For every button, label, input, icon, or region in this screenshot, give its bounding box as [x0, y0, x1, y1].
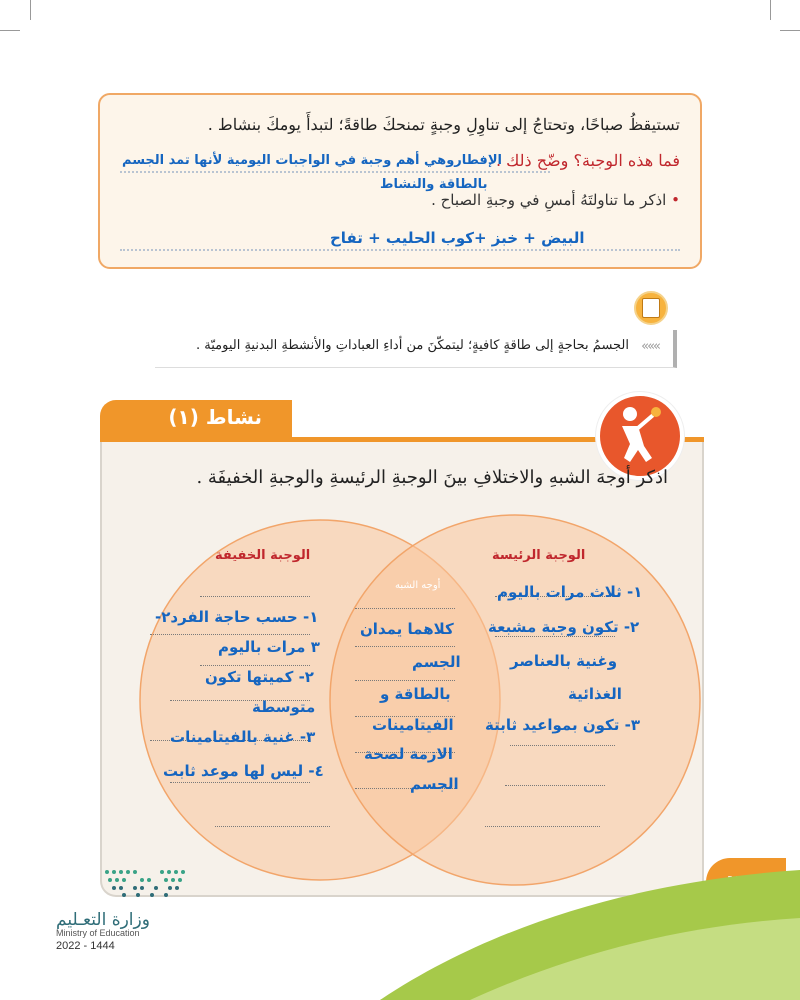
- intro-question: فما هذه الوجبة؟ وضّح ذلك .: [495, 151, 680, 170]
- venn-left-item: ٣- غنية بالفيتامينات: [170, 728, 316, 746]
- venn-right-item: وغنية بالعناصر: [510, 652, 618, 670]
- ministry-logo-icon: [102, 866, 192, 900]
- venn-left-title: الوجبة الخفيفة: [215, 548, 311, 563]
- venn-middle-item: الجسم: [412, 653, 461, 671]
- venn-left-item: ٣ مرات باليوم: [218, 638, 320, 656]
- prompt-text: اذكر ما تناولتَهُ أمسِ في وجبةِ الصباح .: [431, 191, 667, 209]
- venn-middle-title: أوجه الشبه: [395, 580, 441, 591]
- venn-right-item: ٢- تكون وجبة مشبعة: [488, 618, 640, 636]
- answer-text: الإفطاروهي أهم وجبة في الواجبات اليومية لأنها تمد الجسم: [122, 153, 502, 168]
- venn-right-title: الوجبة الرئيسة: [492, 548, 586, 563]
- venn-middle-item: الجسم: [410, 775, 459, 793]
- venn-left-item: ١- حسب حاجة الفرد٢-: [155, 608, 319, 626]
- activity-instruction: اذكر أوجهَ الشبهِ والاختلافِ بينَ الوجبةِ الرئيسةِ والوجبةِ الخفيفَة .: [196, 467, 668, 488]
- venn-middle-item: كلاهما يمدان: [360, 620, 454, 638]
- venn-left-item: ٢- كميتها تكون: [205, 668, 314, 686]
- venn-left-item: ٤- ليس لها موعد ثابت: [163, 762, 324, 780]
- venn-left-item: متوسطة: [252, 698, 316, 716]
- venn-middle-item: الازمة لصحة: [364, 745, 453, 763]
- venn-right-item: الغذائية: [568, 685, 622, 703]
- venn-middle-item: بالطاقة و: [380, 685, 451, 703]
- edition-year: 2022 - 1444: [56, 940, 115, 952]
- venn-right-item: ١- ثلاث مرات باليوم: [497, 583, 643, 601]
- quote-icon: «««: [641, 339, 659, 354]
- answer-text: البيض + خبز +كوب الحليب + تفاح: [330, 229, 585, 247]
- answer-text-continued: بالطاقة والنشاط: [380, 177, 488, 192]
- venn-middle-item: الفيتامينات: [372, 716, 454, 734]
- activity-title: نشاط (١): [168, 405, 262, 429]
- ministry-name-en: Ministry of Education: [56, 928, 140, 938]
- bullet-icon: •: [671, 191, 680, 209]
- ministry-name-ar: وزارة التعـليم: [56, 910, 150, 930]
- intro-text: تستيقظُ صباحًا، وتحتاجُ إلى تناوِلِ وجبةٍ تمنحكَ طاقةً؛ لتبدأَ يومكَ بنشاط .: [207, 115, 680, 134]
- venn-right-item: ٣- تكون بمواعيد ثابتة: [485, 716, 640, 734]
- note-text: الجسمُ بحاجةٍ إلى طاقةٍ كافيةٍ؛ ليتمكّنَ من أداءِ العباداتِ والأنشطةِ البدنيةِ اليوميّة .: [196, 338, 629, 353]
